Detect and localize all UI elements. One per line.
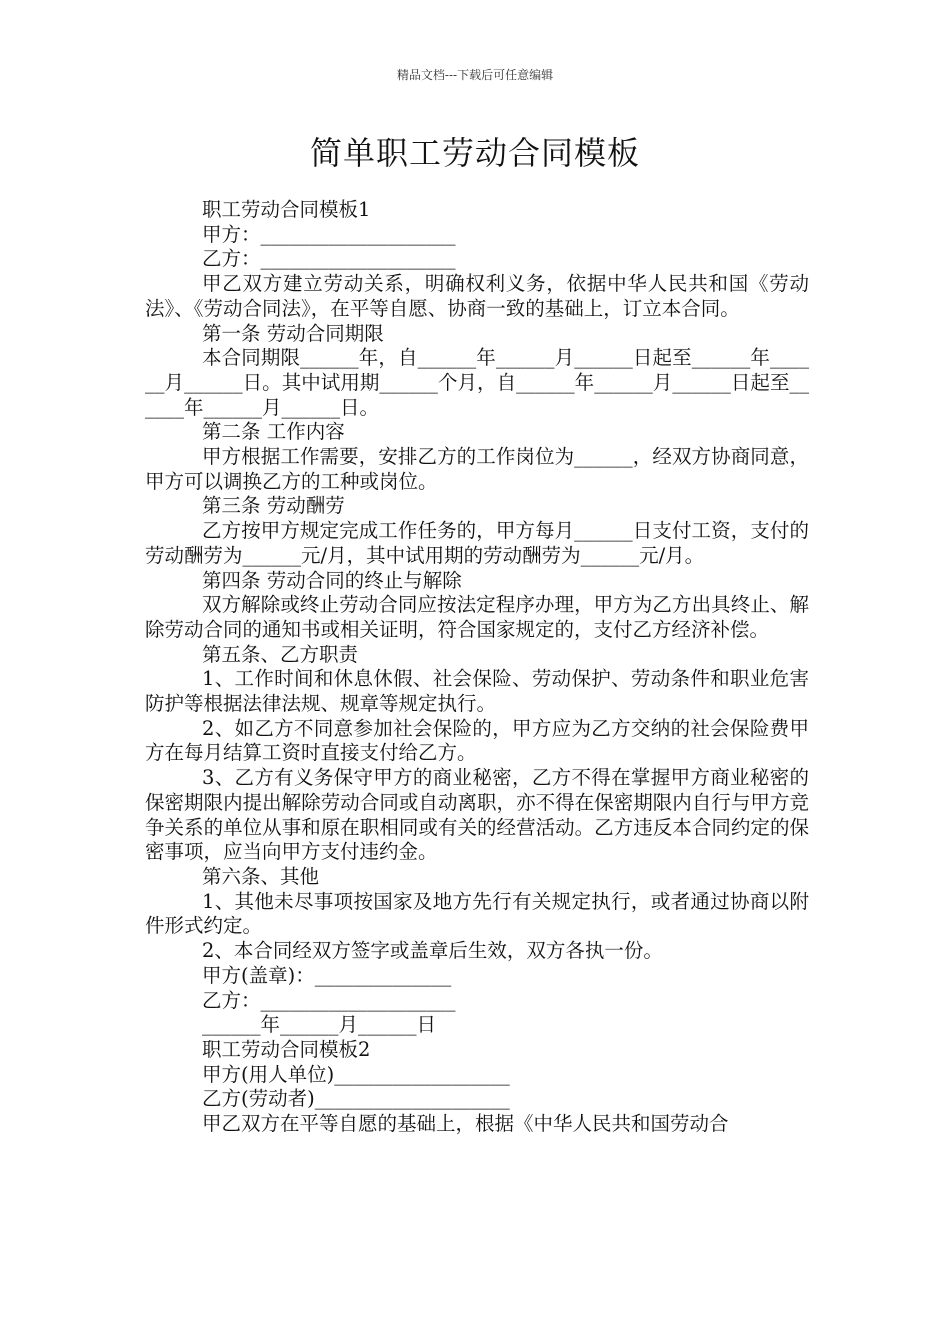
paragraph-article-6-item-2: 2、本合同经双方签字或盖章后生效，双方各执一份。 [202, 939, 663, 963]
paragraph-article-1-heading: 第一条 劳动合同期限 [202, 321, 384, 345]
paragraph-party-b: 乙方：____________________ [202, 247, 456, 271]
paragraph-article-5-heading: 第五条、乙方职责 [202, 642, 359, 666]
paragraph-article-6-item-1: 1、其他未尽事项按国家及地方先行有关规定执行，或者通过协商以附件形式约定。 [145, 889, 809, 938]
paragraph-date-line: ______年______月______日 [202, 1013, 437, 1037]
paragraph-preamble: 甲乙双方建立劳动关系，明确权利义务，依据中华人民共和国《劳动法》、《劳动合同法》，在平等自愿、协商一致的基础上，订立本合同。 [145, 272, 809, 320]
page-header: 精品文档---下载后可任意编辑 [396, 68, 554, 82]
paragraph-article-5-item-2: 2、如乙方不同意参加社会保险的，甲方应为乙方交纳的社会保险费甲方在每月结算工资时直接支付给乙方。 [145, 716, 809, 765]
paragraph-employee: 乙方(劳动者)____________________ [202, 1087, 510, 1111]
paragraph-article-3-body: 乙方按甲方规定完成工作任务的，甲方每月______日支付工资，支付的劳动酬劳为______元/月，其中试用期的劳动酬劳为______元/月。 [145, 519, 809, 567]
paragraph-article-2-body: 甲方根据工作需要，安排乙方的工作岗位为______，经双方协商同意，甲方可以调换乙方的工种或岗位。 [145, 445, 809, 493]
paragraph-template-2-heading: 职工劳动合同模板2 [202, 1037, 371, 1061]
paragraph-party-a-seal: 甲方(盖章)：______________ [202, 963, 452, 987]
paragraph-article-1-body: 本合同期限______年，自______年______月______日起至______年______月______日。其中试用期______个月，自______年______月______日起至______年______月______日。 [145, 346, 809, 419]
paragraph-employer: 甲方(用人单位)__________________ [202, 1062, 510, 1086]
paragraph-article-3-heading: 第三条 劳动酬劳 [202, 494, 345, 518]
paragraph-party-b-sign: 乙方：____________________ [202, 988, 456, 1012]
paragraph-article-2-heading: 第二条 工作内容 [202, 420, 345, 444]
document-body [145, 198, 809, 1137]
document-title: 简单职工劳动合同模板 [309, 134, 640, 172]
paragraph-template-1-heading: 职工劳动合同模板1 [202, 198, 371, 221]
paragraph-article-5-item-3: 3、乙方有义务保守甲方的商业秘密，乙方不得在掌握甲方商业秘密的保密期限内提出解除劳动合同或自动离职，亦不得在保密期限内自行与甲方竞争关系的单位从事和原在职相同或有关的经营活动。乙方违反本合同约定的保密事项，应当向甲方支付违约金。 [145, 766, 809, 864]
paragraph-party-a: 甲方：____________________ [202, 222, 456, 246]
paragraph-template-2-preamble: 甲乙双方在平等自愿的基础上，根据《中华人民共和国劳动合 [202, 1112, 729, 1136]
paragraph-article-5-item-1: 1、工作时间和休息休假、社会保险、劳动保护、劳动条件和职业危害防护等根据法律法规、规章等规定执行。 [145, 667, 809, 716]
paragraph-article-4-body: 双方解除或终止劳动合同应按法定程序办理，甲方为乙方出具终止、解除劳动合同的通知书或相关证明，符合国家规定的，支付乙方经济补偿。 [145, 593, 809, 641]
paragraph-article-4-heading: 第四条 劳动合同的终止与解除 [202, 568, 462, 592]
paragraph-article-6-heading: 第六条、其他 [202, 864, 320, 888]
